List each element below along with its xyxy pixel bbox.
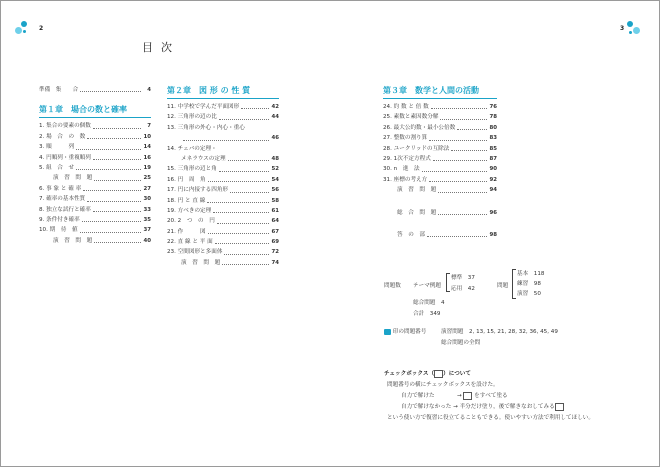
theme-example-label: テーマ例題: [413, 283, 441, 289]
toc-entry-page: 37: [143, 227, 151, 234]
dot-leader: [208, 233, 269, 234]
toc-entry-page: 25: [143, 175, 151, 182]
toc-entry[interactable]: [167, 175, 279, 185]
dot-leader: [93, 128, 141, 129]
toc-entry-page: 72: [271, 249, 279, 256]
toc-entry-page: 90: [489, 166, 497, 173]
toc-entry-title: 13. 三角形の外心・内心・重心: [167, 124, 245, 131]
toc-entry[interactable]: [167, 185, 279, 195]
toc-entry-title: 30. n 進 法: [383, 166, 420, 173]
toc-entry-title: 27. 整数の割り算: [383, 135, 428, 142]
toc-entry-page: 67: [271, 228, 279, 235]
toc-entry-title: 4. 円順列・重複順列: [39, 154, 91, 161]
toc-entry-page: 78: [489, 114, 497, 121]
dot-leader: [207, 202, 269, 203]
toc-spacer: [383, 196, 497, 208]
stat-applied-examples: 応用 42: [451, 286, 475, 292]
toc-entry[interactable]: [39, 163, 151, 173]
checkbox-icon: [434, 370, 443, 378]
problem-count-label: 問題数: [384, 283, 401, 289]
chapter-heading: 第１章 場合の数と確率: [39, 104, 151, 118]
toc-entry-page: 33: [143, 206, 151, 213]
stat-kihon: 基本 118: [517, 271, 545, 277]
toc-entry-title: 15. 三角形の辺と角: [167, 166, 217, 173]
marked-review-note: 総合問題の全問: [441, 340, 481, 346]
toc-entry-page: 30: [143, 196, 151, 203]
stat-total: 合計 349: [413, 311, 441, 317]
toc-entry[interactable]: [39, 142, 151, 152]
stat-enshu: 演習 50: [517, 291, 541, 297]
toc-entry-title: 26. 最大公約数・最小公倍数: [383, 124, 456, 131]
toc-entry-page: 94: [489, 187, 497, 194]
toc-entry-page: 42: [271, 103, 279, 110]
marked-problem-icon: [384, 329, 391, 335]
toc-entry[interactable]: [39, 184, 151, 194]
toc-entry[interactable]: [39, 153, 151, 163]
toc-entry-page: 74: [271, 259, 279, 266]
toc-entry-page: 80: [489, 124, 497, 131]
toc-entry-title: 6. 事 象 と 確 率: [39, 185, 82, 192]
toc-entry[interactable]: [167, 154, 279, 164]
toc-entry-page: 98: [489, 231, 497, 238]
stat-review: 総合問題 4: [413, 300, 445, 306]
toc-entry-page: 40: [143, 237, 151, 244]
toc-entry-page: 87: [489, 155, 497, 162]
brace-right: [512, 269, 516, 299]
dot-leader: [451, 150, 487, 151]
page-title: 目次: [142, 41, 180, 54]
dot-leader: [222, 264, 269, 265]
toc-entry[interactable]: [167, 258, 279, 268]
dot-leader: [217, 223, 269, 224]
toc-entry-page: 76: [489, 103, 497, 110]
toc-entry[interactable]: [167, 227, 279, 237]
dot-leader: [215, 243, 269, 244]
toc-entry-title: 31. 座標の考え方: [383, 176, 428, 183]
chapter-heading: 第２章 図 形 の 性 質: [167, 85, 279, 99]
toc-entry-title: 24. 約 数 と 倍 数: [383, 103, 429, 110]
toc-entry-title: 18. 円 と 直 線: [167, 197, 206, 204]
checkbox-line-3: 自力で解けなかった → 半分だけ塗り，後で解きなおしてみる: [401, 402, 564, 411]
toc-entry-title: 7. 確率の基本性質: [39, 196, 86, 203]
checkbox-line-4: という使い方で復習に役立てることもできる。使いやすい方法で利用してほしい。: [387, 415, 594, 421]
dot-leader: [224, 254, 269, 255]
dot-leader: [228, 160, 269, 161]
toc-entry-title: 29. 1次不定方程式: [383, 155, 431, 162]
toc-entry-page: 96: [489, 209, 497, 216]
toc-entry[interactable]: [167, 247, 279, 257]
toc-entry[interactable]: [39, 215, 151, 225]
toc-entry-title: 22. 直 線 と 平 面: [167, 239, 213, 246]
dot-leader: [94, 242, 141, 243]
dot-leader: [230, 192, 269, 193]
toc-entry-page: 19: [143, 164, 151, 171]
toc-entry[interactable]: [39, 205, 151, 215]
toc-entry-title: 16. 円 周 角: [167, 176, 206, 183]
toc-entry-title: 20. 2 つ の 円: [167, 218, 215, 225]
toc-entry[interactable]: [383, 102, 497, 112]
toc-entry-title: 演 習 問 題: [53, 175, 93, 182]
toc-entry[interactable]: [167, 196, 279, 206]
toc-entry-page: 46: [271, 135, 279, 142]
toc-spacer: [383, 218, 497, 230]
toc-entry[interactable]: [383, 144, 497, 154]
toc-entry-title: 14. チェバの定理・: [167, 145, 217, 152]
toc-entry[interactable]: [383, 164, 497, 174]
toc-entry-page: 48: [271, 155, 279, 162]
toc-entry-page: 61: [271, 207, 279, 214]
toc-entry-page: 27: [143, 185, 151, 192]
toc-entry-title: 演 習 問 題: [53, 237, 93, 244]
dot-leader: [241, 108, 269, 109]
toc-entry-title: 9. 条件付き確率: [39, 216, 80, 223]
toc-entry-title: 5. 組 合 せ: [39, 164, 75, 171]
toc-entry[interactable]: [39, 132, 151, 142]
toc-entry[interactable]: [167, 102, 279, 112]
dot-leader: [427, 236, 487, 237]
marked-problems-list: 演習問題 2, 13, 15, 21, 28, 32, 36, 45, 49: [441, 329, 558, 335]
dot-leader: [438, 192, 487, 193]
toc-entry[interactable]: [167, 206, 279, 216]
dot-leader: [94, 180, 141, 181]
toc-entry[interactable]: [167, 112, 279, 122]
toc-entry[interactable]: [383, 185, 497, 195]
left-dots-decoration: [15, 21, 35, 37]
toc-entry-title: 19. 方べきの定理: [167, 207, 212, 214]
right-dots-decoration: [627, 21, 647, 37]
marked-problems-row: 印の問題番号: [384, 327, 426, 335]
dot-leader: [183, 140, 269, 141]
toc-entry[interactable]: [39, 173, 151, 183]
dot-leader: [429, 140, 487, 141]
toc-entry[interactable]: [167, 216, 279, 226]
dot-leader: [76, 149, 141, 150]
toc-entry-page: 64: [271, 218, 279, 225]
exercise-label: 問題: [497, 283, 509, 289]
toc-entry[interactable]: [167, 164, 279, 174]
toc-entry-title: 8. 独立な試行と確率: [39, 206, 91, 213]
chapter-heading: 第３章 数学と人間の活動: [383, 85, 497, 99]
dot-leader: [429, 181, 487, 182]
toc-entry-title: 17. 円に内接する四角形: [167, 187, 229, 194]
dot-leader: [213, 212, 269, 213]
dot-leader: [87, 138, 141, 139]
toc-entry[interactable]: [39, 225, 151, 235]
dot-leader: [457, 129, 487, 130]
toc-entry-title: 2. 場 合 の 数: [39, 133, 86, 140]
toc-entry-page: 69: [271, 239, 279, 246]
toc-entry-page: 14: [143, 144, 151, 151]
toc-entry-title: 答 の 部: [397, 231, 425, 238]
dot-leader: [93, 211, 141, 212]
toc-entry[interactable]: [383, 154, 497, 164]
dot-leader: [431, 108, 487, 109]
toc-entry[interactable]: [167, 144, 279, 154]
toc-entry[interactable]: [39, 194, 151, 204]
toc-entry-title: 11. 中学校で学んだ平面図形: [167, 103, 240, 110]
toc-entry-page: 54: [271, 176, 279, 183]
toc-entry-page: 10: [143, 133, 151, 140]
toc-entry-page: 7: [147, 123, 151, 130]
toc-entry-title: 25. 素数と素因数分解: [383, 114, 439, 121]
toc-entry-title: 28. ユークリッドの互除法: [383, 145, 450, 152]
toc-entry[interactable]: [383, 175, 497, 185]
toc-column-1: [39, 85, 151, 246]
dot-leader: [440, 119, 487, 120]
toc-entry-page: 58: [271, 197, 279, 204]
page-number-right: 3: [620, 25, 625, 32]
dot-leader: [82, 221, 141, 222]
toc-entry[interactable]: [383, 133, 497, 143]
toc-entry-title: 1. 集合の要素の個数: [39, 123, 91, 130]
dot-leader: [93, 159, 141, 160]
toc-entry-page: 52: [271, 166, 279, 173]
toc-entry-title: 23. 空間図形と多面体: [167, 249, 223, 256]
checkbox-line-1: 問題番号の横にチェックボックスを設けた。: [387, 382, 499, 388]
toc-entry-title: 10. 期 待 値: [39, 227, 78, 234]
dot-leader: [83, 190, 141, 191]
toc-entry-title: メネラウスの定理: [181, 155, 226, 162]
brace-left: [446, 273, 450, 292]
checkbox-heading: チェックボックス（ ）について: [384, 371, 471, 377]
page-number-left: 2: [39, 25, 44, 32]
toc-entry-title: 12. 三角形の辺の比: [167, 114, 217, 121]
toc-entry-title: 3. 順 列: [39, 144, 75, 151]
toc-entry[interactable]: [383, 123, 497, 133]
toc-entry-page: 56: [271, 187, 279, 194]
toc-entry-title: 総 合 問 題: [397, 209, 437, 216]
checkbox-icon: [463, 392, 472, 400]
toc-entry[interactable]: [383, 230, 497, 240]
stat-renshu: 練習 98: [517, 281, 541, 287]
dot-leader: [219, 171, 269, 172]
toc-entry-title: 演 習 問 題: [397, 187, 437, 194]
toc-entry[interactable]: [39, 121, 151, 131]
dot-leader: [87, 201, 141, 202]
toc-entry[interactable]: [167, 237, 279, 247]
toc-entry[interactable]: 準備 集 合 4: [39, 86, 151, 93]
toc-entry[interactable]: [167, 123, 279, 133]
dot-leader: [208, 181, 269, 182]
toc-column-2: [167, 85, 279, 268]
toc-entry-page: 44: [271, 114, 279, 121]
toc-entry[interactable]: [39, 236, 151, 246]
stat-basic-examples: 標準 37: [451, 275, 475, 281]
dot-leader: [438, 214, 487, 215]
toc-entry[interactable]: [167, 133, 279, 143]
dot-leader: [76, 169, 141, 170]
toc-entry-title: 演 習 問 題: [181, 259, 221, 266]
toc-column-3: [383, 85, 497, 240]
dot-leader: [219, 119, 269, 120]
checkbox-line-2: 自力で解けた → をすべて塗る: [401, 393, 508, 399]
toc-entry-title: 21. 作 図: [167, 228, 206, 235]
toc-entry-page: 83: [489, 135, 497, 142]
toc-entry[interactable]: [383, 112, 497, 122]
checkbox-icon: [555, 403, 564, 411]
toc-entry-page: 85: [489, 145, 497, 152]
toc-entry-page: 35: [143, 216, 151, 223]
toc-entry[interactable]: [383, 208, 497, 218]
dot-leader: [80, 232, 141, 233]
toc-entry-page: 16: [143, 154, 151, 161]
dot-leader: [422, 171, 487, 172]
dot-leader: [433, 160, 487, 161]
toc-entry-page: 92: [489, 176, 497, 183]
